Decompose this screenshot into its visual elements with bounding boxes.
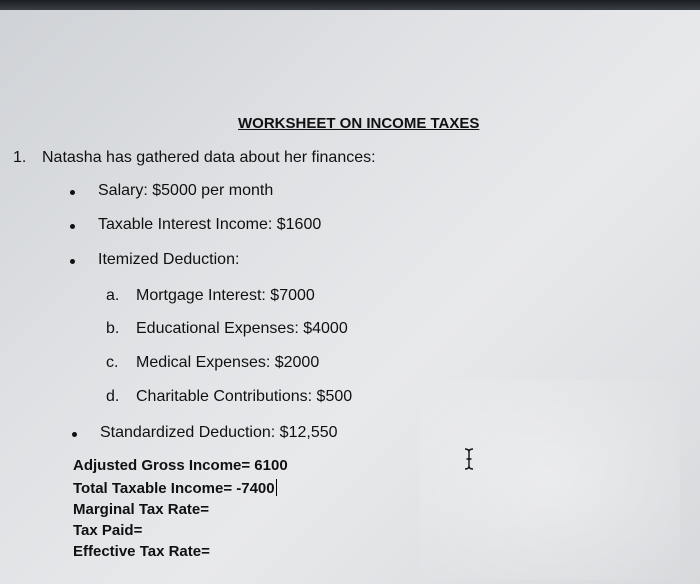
itemized-deduction-heading: Itemized Deduction: <box>98 251 240 268</box>
mortgage-interest-item: Mortgage Interest: $7000 <box>136 287 315 304</box>
educational-expenses-item: Educational Expenses: $4000 <box>136 320 348 337</box>
ibeam-cursor-icon <box>463 448 475 470</box>
bullet-dot <box>72 432 77 437</box>
bullet-dot <box>70 190 75 195</box>
taxable-income-answer[interactable] <box>73 479 277 497</box>
tax-paid-answer[interactable]: Tax Paid= <box>73 522 143 539</box>
medical-expenses-item: Medical Expenses: $2000 <box>136 354 320 371</box>
sub-item-letter: d. <box>106 388 120 405</box>
sub-item-letter: b. <box>106 320 120 337</box>
standard-deduction-item: Standardized Deduction: $12,550 <box>100 424 338 441</box>
effective-rate-answer[interactable]: Effective Tax Rate= <box>73 543 210 560</box>
screen-glare <box>420 380 680 580</box>
charitable-contributions-item: Charitable Contributions: $500 <box>136 388 353 405</box>
sub-item-letter: a. <box>106 287 120 304</box>
bullet-dot <box>70 259 75 264</box>
screen-top-bezel <box>0 0 700 10</box>
question-text: Natasha has gathered data about her finances: <box>42 149 376 166</box>
interest-income-item: Taxable Interest Income: $1600 <box>98 216 322 233</box>
marginal-rate-answer[interactable]: Marginal Tax Rate= <box>73 501 210 518</box>
worksheet-title: WORKSHEET ON INCOME TAXES <box>238 115 480 132</box>
sub-item-letter: c. <box>106 354 119 371</box>
text-caret <box>276 479 277 496</box>
agi-answer[interactable]: Adjusted Gross Income= 6100 <box>73 457 288 474</box>
taxable-income-text: Total Taxable Income= -7400 <box>73 480 275 497</box>
bullet-dot <box>70 224 75 229</box>
question-number: 1. <box>13 149 27 166</box>
salary-item: Salary: $5000 per month <box>98 182 274 199</box>
